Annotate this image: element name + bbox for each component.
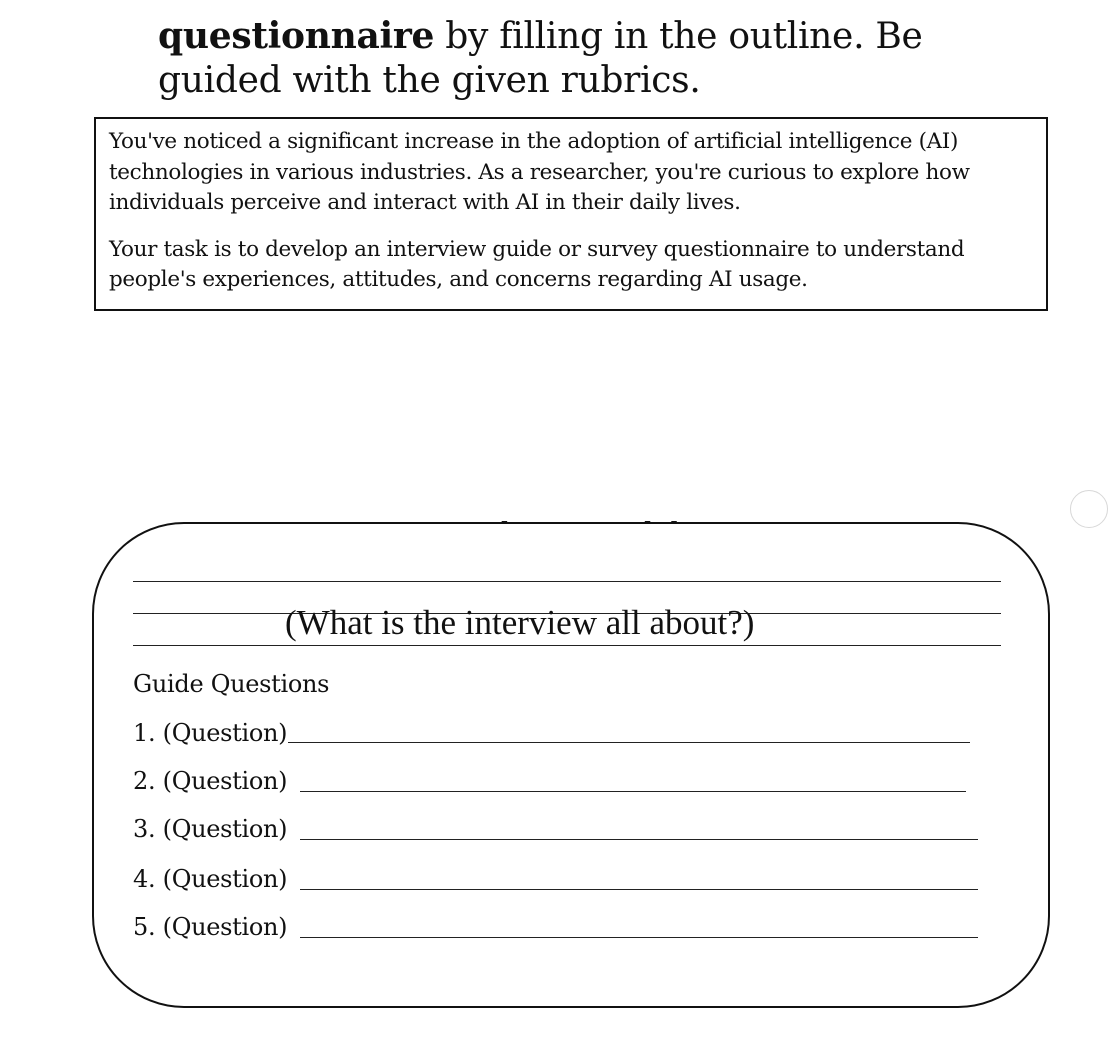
about-prompt: (What is the interview all about?) bbox=[285, 603, 755, 642]
instruction-line-1-rest: by filling in the outline. Be bbox=[434, 16, 923, 57]
edge-circle-icon bbox=[1070, 490, 1108, 528]
instruction-line-1 bbox=[158, 14, 1038, 59]
question-3-label: 3. (Question) bbox=[133, 815, 288, 843]
question-2-answer-line[interactable] bbox=[300, 791, 966, 792]
scenario-paragraph-1: You've noticed a significant increase in the adoption of artificial intelligence (AI) technologies in various industries. As a researcher, you're curious to explore how individuals perceive and interact with AI in their daily lives. bbox=[109, 129, 970, 215]
question-3-answer-line[interactable] bbox=[300, 839, 978, 840]
instruction-text bbox=[158, 14, 1038, 103]
question-4-answer-line[interactable] bbox=[300, 889, 978, 890]
guide-questions-title: Guide Questions bbox=[133, 670, 330, 698]
question-2-label: 2. (Question) bbox=[133, 767, 288, 795]
instruction-bold-word: questionnaire bbox=[158, 15, 435, 57]
question-1-label: 1. (Question) bbox=[133, 719, 288, 747]
about-rule-1 bbox=[133, 581, 1001, 582]
scenario-box bbox=[94, 117, 1048, 311]
question-5-label: 5. (Question) bbox=[133, 913, 288, 941]
question-1-answer-line[interactable] bbox=[288, 742, 970, 743]
question-5-answer-line[interactable] bbox=[300, 937, 978, 938]
scenario-paragraph-2: Your task is to develop an interview guide or survey questionnaire to understand people's experiences, attitudes, and concerns regarding AI usage. bbox=[109, 236, 965, 292]
question-4-label: 4. (Question) bbox=[133, 865, 288, 893]
instruction-line-2: guided with the given rubrics. bbox=[158, 60, 701, 101]
